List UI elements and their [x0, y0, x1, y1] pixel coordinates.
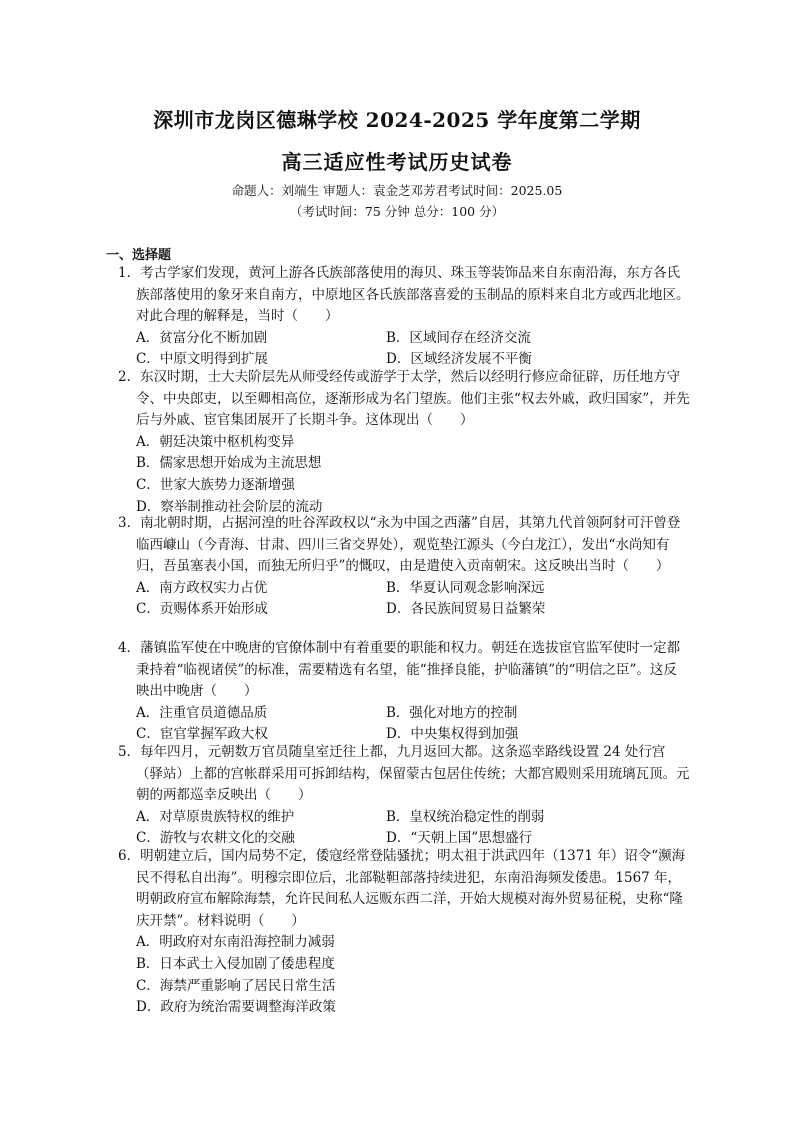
question-stem: 1．考古学家们发现，黄河上游各氏族部落使用的海贝、珠玉等装饰品来自东南沿海，东方各氏族部落使用的象牙来自南方，中原地区各氏族部落喜爱的玉制品的原料来自北方或西北地区。对此合理的解释是，当时（ ）	[118, 265, 690, 325]
question-stem: 5．每年四月，元朝数万官员随皇室迁往上都，九月返回大都。这条巡幸路线设置 24 处行宫（驿站）上都的宫帐群采用可拆卸结构，保留蒙古包居住传统；大都宫殿则采用琉璃瓦顶。元朝的两都巡幸反映出（ ）	[118, 744, 690, 804]
exam-meta-authors: 命题人：刘端生 审题人：袁金芝邓芳君考试时间：2025.05	[231, 183, 563, 198]
question-4	[118, 638, 690, 746]
question-stem: 2．东汉时期，士大夫阶层先从师受经传或游学于太学，然后以经明行修应命征辟，历任地方守令、中央郎吏，以至卿相高位，逐渐形成为名门望族。他们主张“权去外戚，政归国家”，并先后与外戚、宦官集团展开了长期斗争。这体现出（ ）	[118, 369, 690, 429]
option-c: C．贡赐体系开始形成	[136, 601, 268, 618]
option-a: A．注重官员道德品质	[136, 704, 268, 721]
option-d: D．中央集权得到加强	[386, 726, 519, 743]
question-stem: 3．南北朝时期，占据河湟的吐谷浑政权以“永为中国之西藩”自居，其第九代首领阿豺可汗曾登临西嵻山（今青海、甘肃、四川三省交界处），观览垫江源头（今白龙江），发出“水尚知有归，吾虽塞表小国，而独无所归乎”的慨叹，由是遣使入贡南朝宋。这反映出当时（ ）	[118, 515, 681, 575]
option-c: C．海禁严重影响了居民日常生活	[136, 977, 336, 994]
option-c: C．游牧与农耕文化的交融	[136, 830, 295, 847]
option-d: D．政府为统治需要调整海洋政策	[136, 999, 336, 1016]
question-options	[118, 432, 690, 518]
question-stem: 6．明朝建立后，国内局势不定，倭寇经常登陆骚扰；明太祖于洪武四年（1371 年）诏令“濒海民不得私自出海”。明穆宗即位后，北部鞑靼部落持续进犯，东南沿海频发倭患。1567 年，明朝政府宣布解除海禁，允许民间私人远贩东西二洋，开始大规模对海外贸易征税，史称“隆庆开禁”。材料说明（ ）	[118, 848, 686, 929]
option-b: B．区域间存在经济交流	[386, 329, 531, 346]
option-d: D．“天朝上国”思想盛行	[386, 830, 533, 847]
option-a: A．南方政权实力占优	[136, 579, 268, 596]
option-c: C．中原文明得到扩展	[136, 351, 268, 368]
option-b: B．华夏认同观念影响深远	[386, 579, 545, 596]
option-b: B．皇权统治稳定性的削弱	[386, 808, 545, 825]
question-options	[118, 328, 690, 371]
option-d: D．察举制推动社会阶层的流动	[136, 498, 323, 515]
question-options	[118, 578, 690, 621]
option-b: B．儒家思想开始成为主流思想	[136, 455, 322, 472]
exam-meta-time-score: （考试时间：75 分钟 总分：100 分）	[289, 204, 505, 219]
option-d: D．区域经济发展不平衡	[386, 351, 532, 368]
option-c: C．宦官掌握军政大权	[136, 726, 268, 743]
exam-title-line2: 高三适应性考试历史试卷	[281, 150, 513, 174]
question-options	[118, 703, 690, 746]
option-d: D．各民族间贸易日益繁荣	[386, 601, 546, 618]
section-title: 一、选择题	[106, 248, 172, 263]
question-6	[118, 846, 690, 1019]
question-2	[118, 367, 690, 518]
option-a: A．对草原贵族特权的维护	[136, 808, 295, 825]
question-1	[118, 263, 690, 371]
question-3	[118, 513, 690, 621]
option-b: B．日本武士入侵加剧了倭患程度	[136, 955, 335, 972]
option-a: A．贫富分化不断加剧	[136, 329, 268, 346]
question-options	[118, 807, 690, 850]
question-options	[118, 932, 690, 1018]
option-b: B．强化对地方的控制	[386, 704, 518, 721]
question-stem: 4．藩镇监军使在中晚唐的官僚体制中有着重要的职能和权力。朝廷在选拔宦官监军使时一定都秉持着“临视诸侯”的标准，需要精选有名望，能“推择良能，护临藩镇”的“明信之臣”。这反映出中晚唐（ ）	[118, 640, 681, 700]
option-a: A．朝廷决策中枢机构变异	[136, 433, 295, 450]
option-a: A．明政府对东南沿海控制力减弱	[136, 934, 335, 951]
question-5	[118, 742, 690, 850]
option-c: C．世家大族势力逐渐增强	[136, 476, 295, 493]
exam-title-line1: 深圳市龙岗区德琳学校 2024-2025 学年度第二学期	[153, 108, 641, 132]
